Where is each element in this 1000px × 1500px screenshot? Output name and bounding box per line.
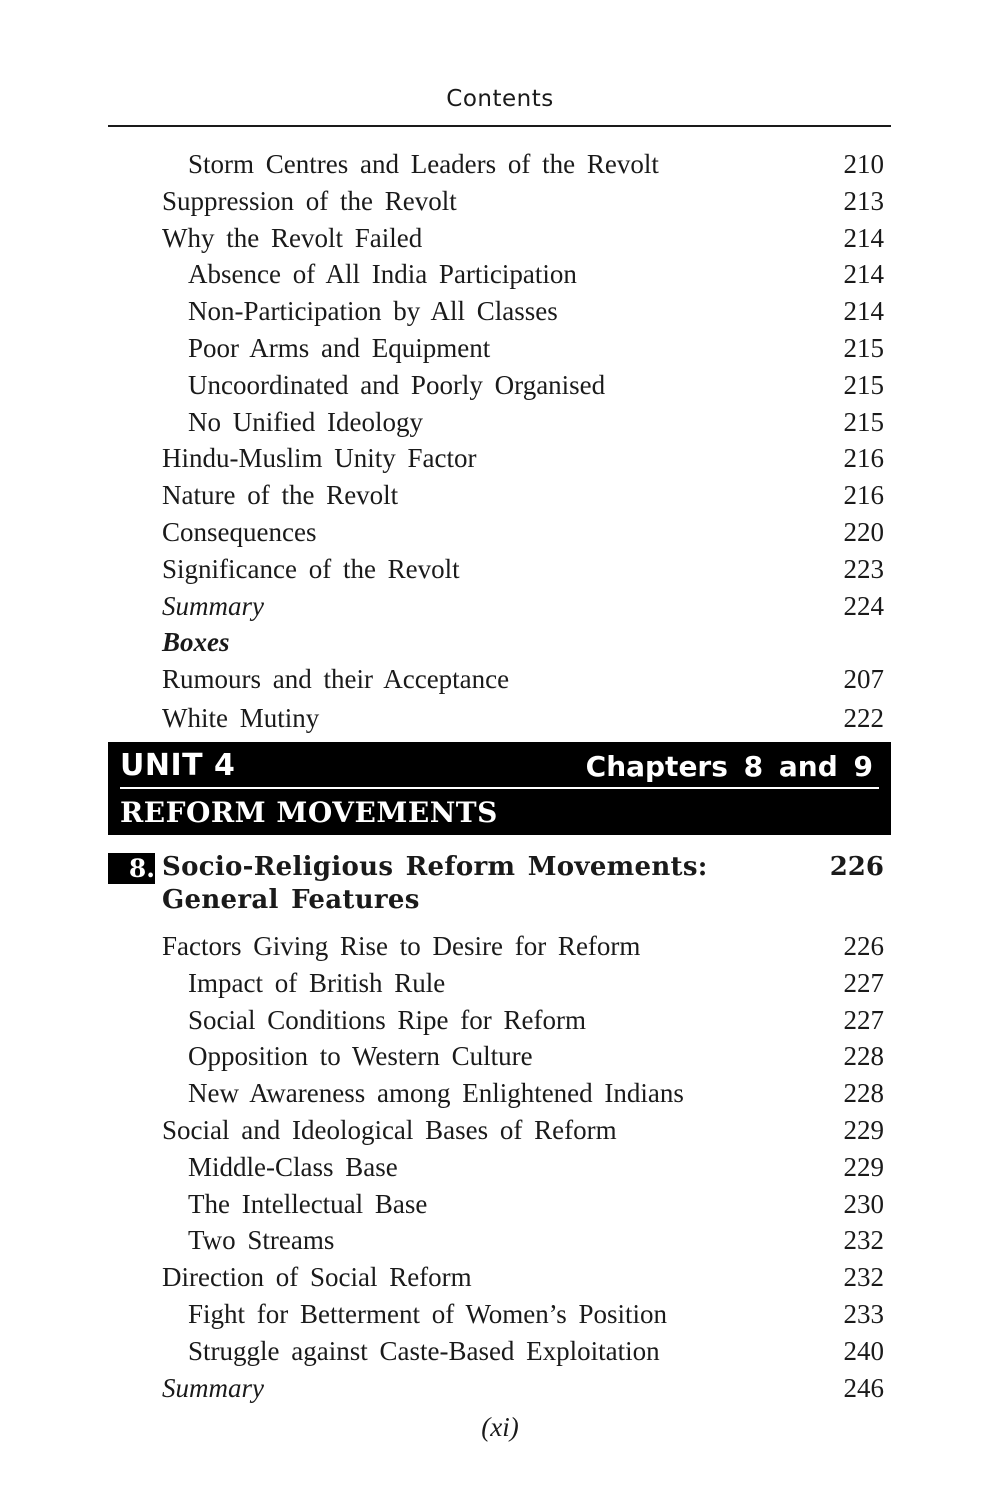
unit-chapters: Chapters 8 and 9 [585, 750, 873, 783]
toc-entry-title: Summary [162, 590, 264, 621]
toc-entry [0, 221, 1000, 255]
toc-entry-title: The Intellectual Base [188, 1188, 428, 1219]
toc-entry-page: 215 [843, 333, 884, 363]
unit-section-title: REFORM MOVEMENTS [120, 796, 498, 829]
toc-entry-title: Opposition to Western Culture [188, 1041, 533, 1072]
toc-entry-page: 246 [843, 1372, 884, 1403]
unit-banner [108, 742, 891, 835]
toc-entry-title: Impact of British Rule [188, 967, 446, 998]
toc-entry-title: Social and Ideological Bases of Reform [162, 1115, 617, 1145]
toc-entry-page: 232 [843, 1225, 884, 1256]
toc-entry-title: Rumours and their Acceptance [162, 664, 510, 695]
toc-entry-title: Middle-Class Base [188, 1151, 398, 1182]
toc-entry-page: 214 [843, 259, 884, 290]
toc-entry [0, 1334, 1000, 1368]
toc-entry-page: 214 [843, 222, 884, 253]
toc-entry-page: 210 [843, 149, 884, 179]
toc-entry [0, 257, 1000, 291]
toc-entry [0, 1223, 1000, 1257]
toc-entry-title: Boxes [162, 627, 230, 658]
toc-entry [0, 1187, 1000, 1221]
toc-entry-page: 230 [843, 1188, 884, 1219]
toc-entry [0, 294, 1000, 328]
toc-entry-title: Why the Revolt Failed [162, 222, 423, 253]
toc-entry [0, 701, 1000, 735]
toc-entry-title: Two Streams [188, 1225, 335, 1256]
toc-entry [0, 1150, 1000, 1184]
toc-entry-page: 224 [843, 590, 884, 621]
toc-entry-page: 229 [843, 1151, 884, 1182]
toc-entry-page: 232 [843, 1262, 884, 1293]
toc-entry [0, 405, 1000, 439]
toc-entry [0, 625, 1000, 659]
toc-entry-title: Factors Giving Rise to Desire for Reform [162, 931, 641, 961]
toc-entry-title: White Mutiny [162, 703, 320, 733]
chapter-title-line-2: General Features [162, 885, 420, 915]
toc-entry [0, 478, 1000, 512]
toc-entry [0, 589, 1000, 623]
toc-entry-title: Fight for Betterment of Women’s Position [188, 1299, 668, 1329]
chapter-title-line-1: Socio-Religious Reform Movements: [162, 852, 708, 882]
toc-entry [0, 1371, 1000, 1405]
toc-entry-page: 223 [843, 553, 884, 584]
toc-entry-page: 233 [843, 1299, 884, 1329]
toc-entry-page: 215 [843, 369, 884, 400]
unit-divider [120, 787, 879, 789]
toc-entry-page: 229 [843, 1115, 884, 1145]
toc-entry-title: Non-Participation by All Classes [188, 296, 558, 327]
toc-entry-title: Consequences [162, 517, 317, 547]
toc-entry [0, 331, 1000, 365]
toc-entry-title: No Unified Ideology [188, 406, 423, 437]
chapter-page-number: 226 [829, 852, 884, 882]
toc-entry-page: 214 [843, 296, 884, 327]
toc-entry [0, 1260, 1000, 1294]
page-number-footer: (xi) [481, 1412, 519, 1442]
toc-entry-page: 227 [843, 1004, 884, 1035]
toc-entry-title: Struggle against Caste-Based Exploitation [188, 1335, 660, 1366]
toc-entry-title: Storm Centres and Leaders of the Revolt [188, 149, 659, 179]
toc-entry [0, 1076, 1000, 1110]
toc-entry [0, 1039, 1000, 1073]
toc-entry [0, 1297, 1000, 1331]
toc-entry-page: 222 [843, 703, 884, 733]
toc-entry-page: 207 [843, 664, 884, 695]
toc-entry-page: 240 [843, 1335, 884, 1366]
toc-entry-page: 226 [843, 931, 884, 961]
toc-entry-title: New Awareness among Enlightened Indians [188, 1078, 684, 1109]
chapter-title [162, 851, 708, 917]
toc-entry [0, 441, 1000, 475]
toc-entry-page: 228 [843, 1041, 884, 1072]
toc-entry-title: Suppression of the Revolt [162, 185, 457, 216]
toc-entry [0, 1003, 1000, 1037]
toc-entry-title: Direction of Social Reform [162, 1262, 472, 1293]
toc-entry-title: Uncoordinated and Poorly Organised [188, 369, 606, 400]
header-rule [108, 125, 891, 127]
toc-entry-title: Summary [162, 1372, 264, 1403]
chapter-number-badge: 8. [108, 853, 155, 884]
toc-entry-title: Absence of All India Participation [188, 259, 577, 290]
toc-entry-title: Significance of the Revolt [162, 553, 460, 584]
toc-entry-title: Social Conditions Ripe for Reform [188, 1004, 586, 1035]
toc-entry-title: Poor Arms and Equipment [188, 333, 491, 363]
toc-entry [0, 929, 1000, 963]
toc-entry-page: 228 [843, 1078, 884, 1109]
toc-entry-title: Hindu-Muslim Unity Factor [162, 443, 477, 474]
toc-entry-page: 213 [843, 185, 884, 216]
toc-entry-page: 215 [843, 406, 884, 437]
toc-entry-page: 216 [843, 443, 884, 474]
toc-entry-page: 220 [843, 517, 884, 547]
toc-entry-page: 216 [843, 480, 884, 511]
toc-entry [0, 552, 1000, 586]
toc-entry [0, 184, 1000, 218]
toc-entry [0, 966, 1000, 1000]
toc-entry-title: Nature of the Revolt [162, 480, 399, 511]
toc-entry [0, 368, 1000, 402]
toc-entry [0, 662, 1000, 696]
page-header-title: Contents [446, 86, 554, 112]
toc-entry [0, 147, 1000, 181]
toc-entry-page: 227 [843, 967, 884, 998]
toc-entry [0, 515, 1000, 549]
toc-entry [0, 1113, 1000, 1147]
unit-label: UNIT 4 [120, 748, 236, 783]
